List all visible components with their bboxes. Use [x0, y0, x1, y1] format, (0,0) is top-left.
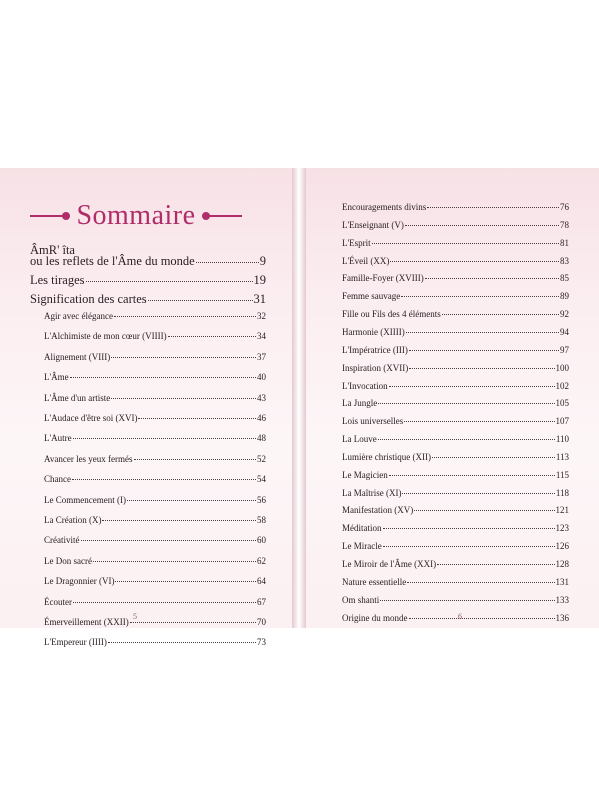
- toc-dot-leader: [70, 377, 256, 378]
- toc-entry-page: 37: [257, 351, 266, 362]
- toc-entry-label: Méditation: [342, 523, 382, 534]
- toc-dot-leader: [427, 207, 559, 208]
- toc-entry-page: 73: [257, 637, 266, 648]
- toc-entry-label: L'Âme d'un artiste: [44, 392, 111, 403]
- toc-dot-leader: [378, 439, 555, 440]
- toc-entry: [342, 541, 569, 551]
- toc-dot-leader: [127, 500, 256, 501]
- toc-entry: [342, 291, 569, 301]
- toc-dot-leader: [130, 622, 256, 623]
- toc-entry-label: L'Empereur (IIII): [44, 637, 107, 648]
- toc-entry-page: 31: [253, 292, 266, 306]
- toc-entry-page: 102: [555, 380, 569, 391]
- toc-entry: [44, 372, 266, 382]
- toc-entry-label: La Création (X): [44, 515, 102, 525]
- toc-dot-leader: [111, 398, 256, 399]
- toc-entry-label: Le Dragonnier (VI): [44, 576, 115, 587]
- toc-entry-label: L'Autre: [44, 433, 72, 444]
- page-title: Sommaire: [76, 200, 196, 231]
- toc-dot-leader: [414, 510, 554, 511]
- toc-dot-leader: [389, 386, 555, 387]
- toc-dot-leader: [409, 368, 554, 369]
- toc-entry-page: 58: [257, 515, 266, 525]
- toc-entry: [342, 559, 569, 569]
- title-ornament-row: [0, 198, 292, 234]
- toc-entry-label: Les tirages: [30, 273, 85, 287]
- right-page-number: 6: [458, 612, 462, 621]
- toc-entry-page: 131: [555, 576, 569, 587]
- toc-dot-leader: [196, 262, 259, 263]
- toc-entry: [44, 617, 266, 627]
- toc-dot-leader: [380, 600, 554, 601]
- toc-entry: [44, 637, 266, 647]
- toc-entry-page: 78: [560, 219, 569, 230]
- toc-entry-page: 126: [555, 541, 569, 552]
- toc-entry-page: 110: [555, 434, 569, 445]
- toc-entry: [342, 452, 569, 462]
- toc-entry: [44, 515, 266, 525]
- toc-entry: [342, 273, 569, 283]
- toc-entry-label: Le Miracle: [342, 541, 382, 552]
- toc-entry-label: Om shanti: [342, 594, 380, 605]
- toc-entry-page: 105: [555, 398, 569, 409]
- toc-entry: [30, 292, 266, 307]
- toc-dot-leader: [108, 642, 256, 643]
- toc-entry: [342, 523, 569, 533]
- toc-entry: [342, 577, 569, 587]
- toc-entry-label: Famille-Foyer (XVIII): [342, 273, 424, 284]
- toc-dot-leader: [409, 350, 559, 351]
- toc-dot-leader: [383, 546, 555, 547]
- toc-dot-leader: [81, 540, 257, 541]
- toc-dot-leader: [389, 475, 555, 476]
- toc-entry-label: Harmonie (XIIII): [342, 326, 405, 337]
- toc-entry-label: Le Commencement (I): [44, 494, 126, 505]
- toc-entry: [44, 535, 266, 545]
- toc-entry-page: 97: [560, 344, 569, 355]
- toc-dot-leader: [134, 459, 256, 460]
- toc-entry-page: 115: [555, 469, 569, 480]
- toc-entry-page: 94: [560, 326, 569, 337]
- toc-dot-leader: [168, 336, 256, 337]
- toc-dot-leader: [437, 564, 554, 565]
- toc-entry-page: 76: [560, 202, 569, 212]
- toc-entry-page: 46: [257, 413, 266, 423]
- toc-dot-leader: [432, 457, 555, 458]
- toc-dot-leader: [138, 418, 256, 419]
- toc-entry: [44, 474, 266, 484]
- toc-dot-leader: [86, 281, 253, 282]
- toc-entry: [30, 254, 266, 269]
- toc-entry-label: Émerveillement (XXII): [44, 617, 129, 627]
- toc-entry-page: 70: [257, 617, 266, 627]
- toc-entry-page: 62: [257, 555, 266, 566]
- toc-entry-label: La Maîtrise (XI): [342, 487, 402, 498]
- toc-dot-leader: [402, 493, 554, 494]
- toc-entry: [44, 413, 266, 423]
- toc-entry-label: Le Miroir de l'Âme (XXI): [342, 559, 437, 569]
- toc-entry-label: Manifestation (XV): [342, 505, 414, 516]
- toc-entry: [342, 505, 569, 515]
- toc-entry: [44, 576, 266, 586]
- toc-dot-leader: [378, 403, 554, 404]
- toc-entry: [30, 273, 266, 288]
- toc-entry-page: 81: [560, 237, 569, 248]
- toc-dot-leader: [111, 357, 256, 358]
- toc-entry: [342, 434, 569, 444]
- toc-dot-leader: [409, 618, 555, 619]
- toc-entry-label: Écouter: [44, 596, 72, 607]
- toc-entry-label: L'Alchimiste de mon cœur (VIIII): [44, 331, 167, 342]
- toc-entry-page: 32: [257, 311, 266, 321]
- title-ornament-left-line: [30, 215, 66, 217]
- toc-entry-label: Nature essentielle: [342, 576, 407, 587]
- toc-entry: [44, 495, 266, 505]
- toc-dot-leader: [72, 479, 256, 480]
- toc-entry-label: Alignement (VIII): [44, 351, 111, 362]
- toc-entry-page: 64: [257, 576, 266, 587]
- toc-entry-label: L'Éveil (XX): [342, 255, 390, 266]
- toc-entry: [342, 256, 569, 266]
- toc-entry-label: Femme sauvage: [342, 291, 401, 302]
- toc-entry: [342, 595, 569, 605]
- toc-entry: [342, 613, 569, 623]
- title-ornament-left-dot: [62, 212, 70, 220]
- toc-dot-leader: [114, 316, 256, 317]
- book-gutter: [292, 168, 306, 628]
- toc-entry: [342, 416, 569, 426]
- toc-entry-page: 100: [555, 362, 569, 373]
- toc-entry-page: 19: [253, 273, 266, 287]
- toc-dot-leader: [404, 421, 554, 422]
- toc-entry-label: Inspiration (XVII): [342, 362, 409, 373]
- toc-entry: [44, 352, 266, 362]
- toc-entry: [342, 220, 569, 230]
- toc-entry-page: 56: [257, 494, 266, 505]
- toc-entry-label: L'Invocation: [342, 380, 388, 391]
- toc-entry-label: Encouragements divins: [342, 202, 427, 212]
- toc-entry-label: Lumière christique (XII): [342, 451, 431, 462]
- toc-dot-leader: [73, 602, 256, 603]
- toc-entry-label: Avancer les yeux fermés: [44, 453, 133, 464]
- toc-entry-label: Fille ou Fils des 4 éléments: [342, 309, 441, 320]
- toc-entry-page: 123: [555, 523, 569, 534]
- toc-entry-page: 34: [257, 331, 266, 342]
- toc-entry: [342, 238, 569, 248]
- toc-entry-page: 9: [259, 254, 266, 268]
- toc-entry-page: 118: [555, 487, 569, 498]
- toc-entry-label: Agir avec élégance: [44, 311, 113, 321]
- toc-entry-page: 54: [257, 474, 266, 485]
- toc-entry-label: L'Enseignant (V): [342, 219, 404, 230]
- toc-entry: [342, 202, 569, 212]
- toc-entry-label: La Louve: [342, 434, 377, 445]
- toc-entry-label: Le Magicien: [342, 469, 388, 480]
- toc-entry: [342, 363, 569, 373]
- toc-entry-page: 89: [560, 291, 569, 302]
- intro-heading-line: ÂmR' îta: [30, 243, 75, 257]
- toc-entry: [44, 556, 266, 566]
- toc-dot-leader: [390, 261, 559, 262]
- toc-entry-page: 136: [555, 612, 569, 623]
- toc-entry-page: 43: [257, 392, 266, 403]
- toc-entry-page: 113: [555, 451, 569, 462]
- toc-entry-label: Chance: [44, 474, 71, 485]
- toc-entry-page: 121: [555, 505, 569, 516]
- toc-entry-label: L'Impératrice (III): [342, 344, 408, 355]
- toc-entry-label: ou les reflets de l'Âme du monde: [30, 254, 195, 268]
- toc-dot-leader: [115, 581, 256, 582]
- toc-entry: [342, 398, 569, 408]
- toc-entry: [342, 345, 569, 355]
- toc-dot-leader: [73, 438, 256, 439]
- toc-entry-label: Signification des cartes: [30, 292, 147, 306]
- toc-dot-leader: [102, 520, 256, 521]
- toc-dot-leader: [401, 296, 559, 297]
- toc-entry-label: Le Don sacré: [44, 555, 92, 566]
- toc-entry-label: L'Âme: [44, 372, 69, 383]
- toc-dot-leader: [407, 582, 554, 583]
- toc-entry-page: 83: [560, 255, 569, 266]
- toc-entry-page: 40: [257, 372, 266, 383]
- toc-dot-leader: [406, 332, 559, 333]
- toc-entry: [44, 454, 266, 464]
- toc-entry-label: Origine du monde: [342, 612, 408, 623]
- toc-entry-page: 60: [257, 535, 266, 546]
- toc-entry: [342, 309, 569, 319]
- toc-dot-leader: [383, 528, 555, 529]
- toc-dot-leader: [148, 300, 253, 301]
- toc-entry: [44, 393, 266, 403]
- toc-entry: [44, 311, 266, 321]
- toc-dot-leader: [425, 278, 559, 279]
- toc-entry: [44, 597, 266, 607]
- toc-entry-label: La Jungle: [342, 398, 378, 409]
- toc-entry-page: 48: [257, 433, 266, 444]
- toc-entry-label: Créativité: [44, 535, 80, 546]
- toc-entry-page: 85: [560, 273, 569, 284]
- toc-entry: [342, 327, 569, 337]
- toc-entry-label: L'Esprit: [342, 237, 371, 248]
- toc-entry-page: 133: [555, 594, 569, 605]
- toc-dot-leader: [93, 561, 256, 562]
- toc-dot-leader: [442, 314, 559, 315]
- toc-entry-page: 128: [555, 559, 569, 569]
- toc-entry: [342, 381, 569, 391]
- toc-entry-page: 67: [257, 596, 266, 607]
- toc-entry-page: 107: [555, 416, 569, 427]
- toc-entry: [342, 470, 569, 480]
- toc-dot-leader: [372, 243, 559, 244]
- left-page-number: 5: [133, 612, 137, 621]
- toc-entry: [44, 433, 266, 443]
- toc-entry-page: 92: [560, 309, 569, 320]
- title-ornament-right-line: [206, 215, 242, 217]
- toc-entry-label: L'Audace d'être soi (XVI): [44, 413, 138, 423]
- toc-entry: [44, 331, 266, 341]
- toc-entry-label: Lois universelles: [342, 416, 404, 427]
- toc-entry-page: 52: [257, 453, 266, 464]
- toc-entry: [342, 488, 569, 498]
- toc-dot-leader: [405, 225, 559, 226]
